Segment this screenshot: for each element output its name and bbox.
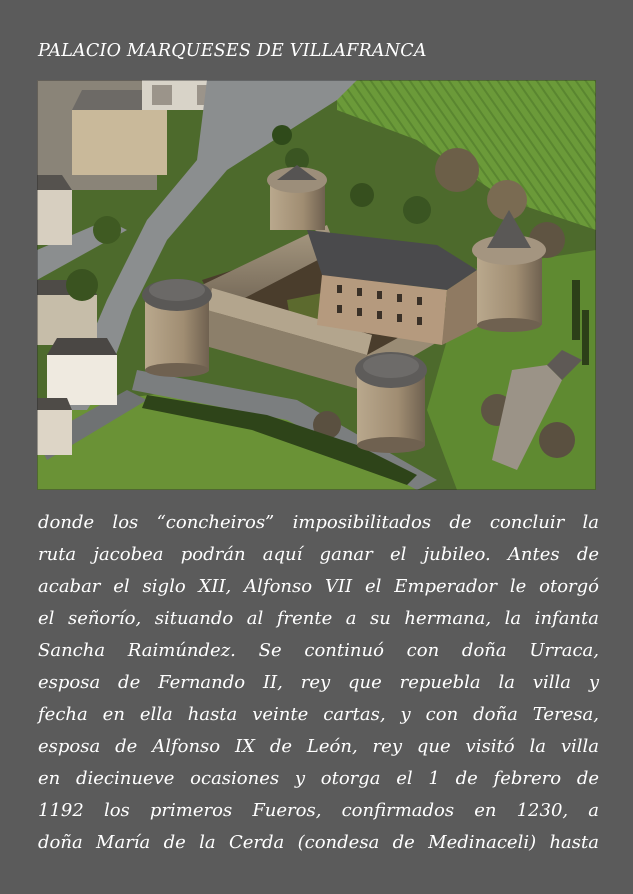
- text-line: Sancha Raimúndez. Se continuó con doña Urraca,: [38, 640, 599, 661]
- text-line: fecha en ella hasta veinte cartas, y con doña Teresa,: [38, 704, 599, 725]
- body-paragraph: [38, 507, 599, 859]
- text-line: ruta jacobea podrán aquí ganar el jubileo. Antes de: [38, 544, 599, 565]
- text-line: 1192 los primeros Fueros, confirmados en 1230, a: [38, 800, 599, 821]
- text-line: el señorío, situando al frente a su hermana, la infanta: [38, 608, 599, 629]
- page-title: PALACIO MARQUESES DE VILLAFRANCA: [38, 41, 427, 61]
- text-line: acabar el siglo XII, Alfonso VII el Emperador le otorgó: [38, 576, 599, 597]
- text-line: doña María de la Cerda (condesa de Medinaceli) hasta: [38, 832, 599, 853]
- text-line: donde los “concheiros” imposibilitados de concluir la: [38, 512, 599, 533]
- castle-aerial-photo: [37, 80, 596, 490]
- text-line: esposa de Fernando II, rey que repuebla la villa y: [38, 672, 599, 693]
- text-line: en diecinueve ocasiones y otorga el 1 de febrero de: [38, 768, 599, 789]
- text-line: esposa de Alfonso IX de León, rey que visitó la villa: [38, 736, 599, 757]
